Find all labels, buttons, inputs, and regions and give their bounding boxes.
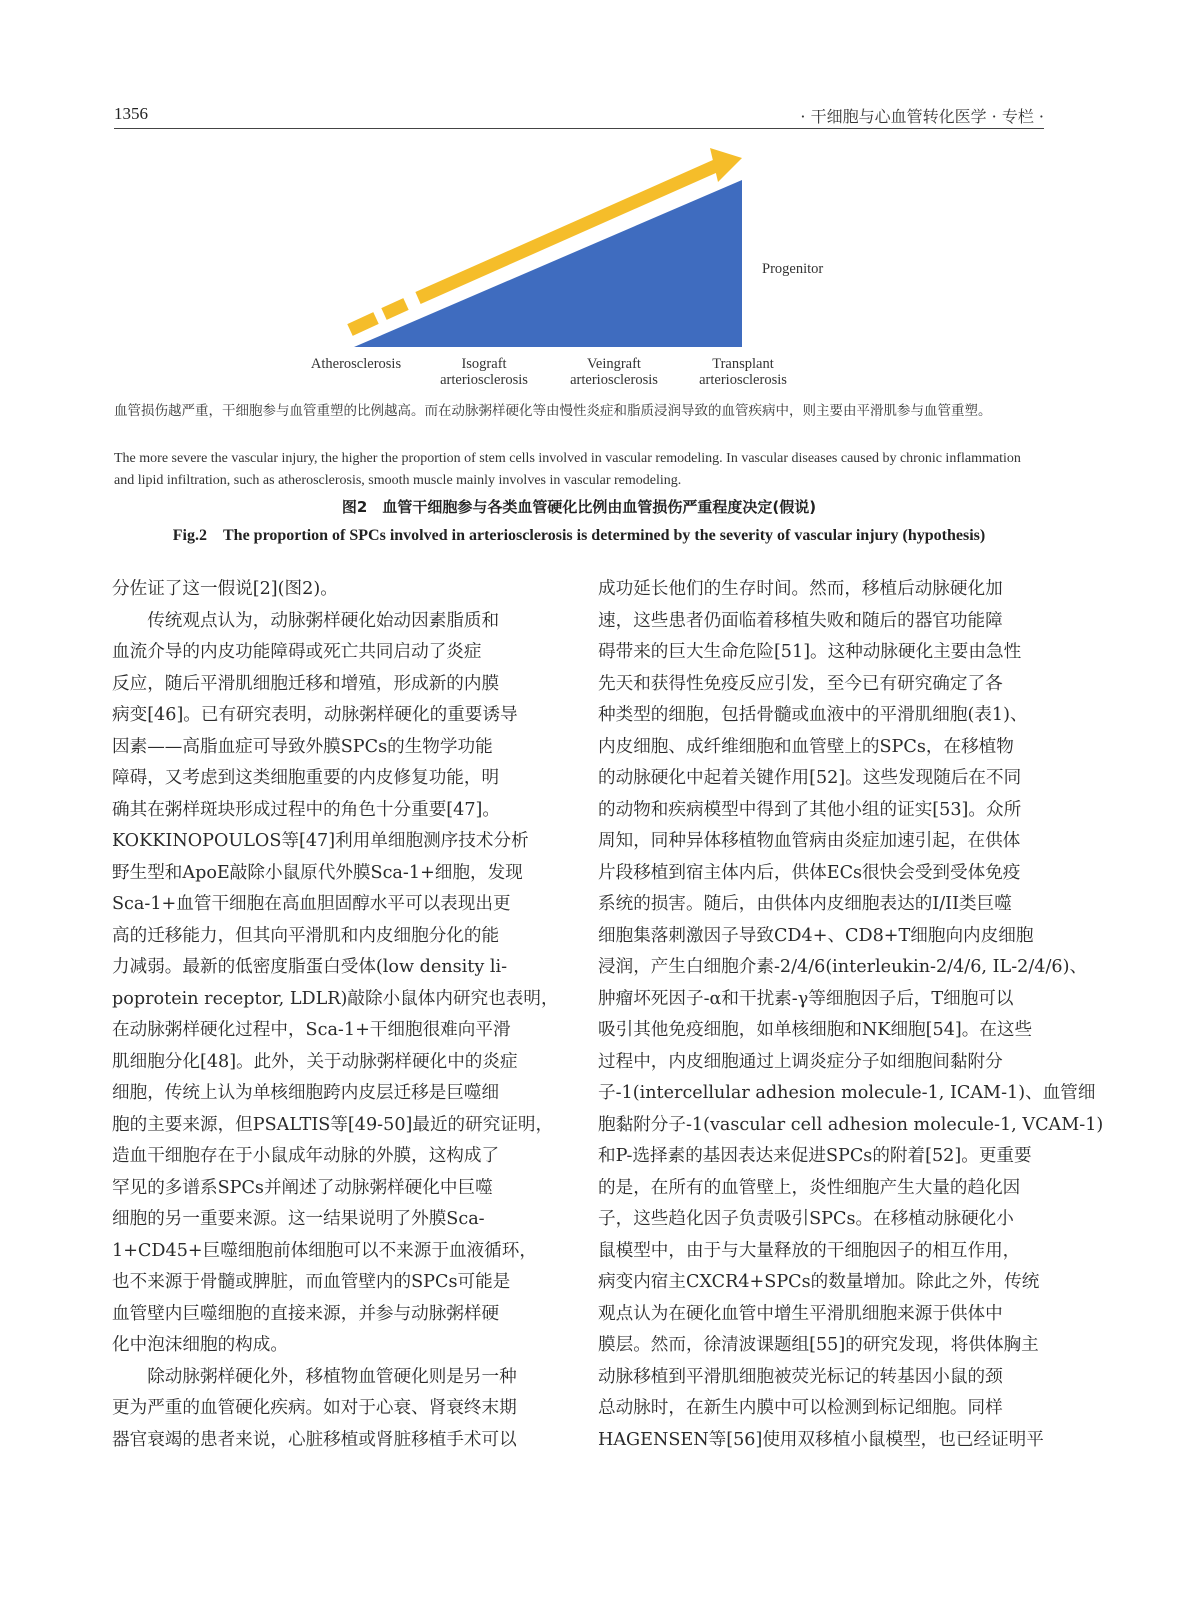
arrow-dash-2	[384, 304, 406, 314]
body-line: 胞的主要来源，但PSALTIS等[49-50]最近的研究证明，	[112, 1114, 554, 1135]
body-line: 碍带来的巨大生命危险[51]。这种动脉硬化主要由急性	[598, 642, 1022, 662]
body-line: 种类型的细胞，包括骨髓或血液中的平滑肌细胞(表1)、	[598, 705, 1028, 725]
body-line: 先天和获得性免疫反应引发，至今已有研究确定了各	[598, 673, 1003, 694]
body-line: 病变内宿主CXCR4+SPCs的数量增加。除此之外，传统	[598, 1272, 1040, 1292]
x-label-veingraft-1: Veingraft	[587, 356, 641, 372]
body-line: 肌细胞分化[48]。此外，关于动脉粥样硬化中的炎症	[112, 1051, 518, 1072]
x-label-veingraft-2: arteriosclerosis	[570, 372, 658, 388]
body-line: HAGENSEN等[56]使用双移植小鼠模型，也已经证明平	[598, 1429, 1044, 1450]
body-line: 膜层。然而，徐清波课题组[55]的研究发现，将供体胸主	[598, 1335, 1039, 1355]
body-line: 野生型和ApoE敲除小鼠原代外膜Sca-1+细胞，发现	[112, 862, 523, 883]
body-line: 速，这些患者仍面临着移植失败和随后的器官功能障	[598, 610, 1003, 631]
body-line: 浸润，产生白细胞介素-2/4/6(interleukin-2/4/6, IL-2/4/6)、	[598, 957, 1088, 977]
body-line: KOKKINOPOULOS等[47]利用单细胞测序技术分析	[112, 831, 529, 851]
x-label-isograft-1: Isograft	[461, 356, 507, 372]
x-label-atherosclerosis: Atherosclerosis	[310, 356, 402, 372]
body-line: 也不来源于骨髓或脾脏，而血管壁内的SPCs可能是	[112, 1272, 511, 1292]
body-line: 内皮细胞、成纤维细胞和血管壁上的SPCs，在移植物	[598, 736, 1014, 757]
body-line: 细胞，传统上认为单核细胞跨内皮层迁移是巨噬细	[112, 1083, 500, 1103]
body-line: poprotein receptor, LDLR)敲除小鼠体内研究也表明，	[112, 988, 559, 1009]
body-line: 血管壁内巨噬细胞的直接来源，并参与动脉粥样硬	[112, 1303, 500, 1324]
page-number: 1356	[114, 104, 148, 123]
body-line: 更为严重的血管硬化疾病。如对于心衰、肾衰终末期	[112, 1398, 517, 1418]
figure-title-zh: 图2 血管干细胞参与各类血管硬化比例由血管损伤严重程度决定(假说)	[341, 498, 817, 516]
arrow-head	[710, 148, 742, 182]
body-line: 系统的损害。随后，由供体内皮细胞表达的I/II类巨噬	[598, 894, 1012, 914]
body-line: 子-1(intercellular adhesion molecule-1, ICAM-1)、血管细	[598, 1083, 1096, 1103]
figure-caption-zh: 血管损伤越严重，干细胞参与血管重塑的比例越高。而在动脉粥样硬化等由慢性炎症和脂质浸润导致的血管疾病中，则主要由平滑肌参与血管重塑。	[114, 403, 992, 419]
body-line: 动脉移植到平滑肌细胞被荧光标记的转基因小鼠的颈	[598, 1366, 1003, 1387]
body-line: 障碍，又考虑到这类细胞重要的内皮修复功能，明	[112, 768, 500, 788]
body-line: 成功延长他们的生存时间。然而，移植后动脉硬化加	[598, 579, 1003, 599]
body-line: 传统观点认为，动脉粥样硬化始动因素脂质和	[112, 610, 500, 631]
body-line: 因素——高脂血症可导致外膜SPCs的生物学功能	[112, 736, 493, 757]
body-line: 肿瘤坏死因子-α和干扰素-γ等细胞因子后，T细胞可以	[598, 988, 1014, 1009]
body-line: 力减弱。最新的低密度脂蛋白受体(low density li-	[112, 957, 508, 977]
progenitor-triangle	[354, 180, 742, 347]
body-line: 吸引其他免疫细胞，如单核细胞和NK细胞[54]。在这些	[598, 1020, 1033, 1040]
body-line: 确其在粥样斑块形成过程中的角色十分重要[47]。	[112, 799, 500, 820]
body-line: 病变[46]。已有研究表明，动脉粥样硬化的重要诱导	[112, 705, 518, 725]
body-line: 的是，在所有的血管壁上，炎性细胞产生大量的趋化因	[598, 1177, 1021, 1198]
figure-caption-en: The more severe the vascular injury, the higher the proportion of stem cells involved in vascular remodeling. In vascular diseases caused by chronic inflammation and lipid infiltration, such as atherosclerosis, smooth muscle mainly involves in vascular remodeling.	[114, 451, 1021, 488]
figure-title-en: Fig.2 The proportion of SPCs involved in arteriosclerosis is determined by the severity of vascular injury (hypothesis)	[172, 527, 986, 544]
body-line: 的动物和疾病模型中得到了其他小组的证实[53]。众所	[598, 799, 1022, 820]
body-line: 过程中，内皮细胞通过上调炎症分子如细胞间黏附分	[598, 1051, 1003, 1072]
body-column-left	[112, 574, 557, 1456]
body-line: 周知，同种异体移植物血管病由炎症加速引起，在供体	[598, 831, 1021, 851]
body-line: 片段移植到宿主体内后，供体ECs很快会受到受体免疫	[598, 862, 1021, 883]
body-line: 观点认为在硬化血管中增生平滑肌细胞来源于供体中	[598, 1303, 1003, 1324]
body-line: 鼠模型中，由于与大量释放的干细胞因子的相互作用，	[598, 1240, 1021, 1261]
body-line: 子，这些趋化因子负责吸引SPCs。在移植动脉硬化小	[598, 1209, 1014, 1229]
x-label-transplant-1: Transplant	[712, 356, 774, 372]
body-line: 反应，随后平滑肌细胞迁移和增殖，形成新的内膜	[112, 673, 500, 694]
body-line: 器官衰竭的患者来说，心脏移植或肾脏移植手术可以	[112, 1429, 517, 1450]
body-line: Sca-1+血管干细胞在高血胆固醇水平可以表现出更	[112, 894, 511, 914]
figure-2-diagram	[114, 140, 1044, 400]
body-line: 罕见的多谱系SPCs并阐述了动脉粥样硬化中巨噬	[112, 1177, 493, 1198]
body-line: 1+CD45+巨噬细胞前体细胞可以不来源于血液循环，	[112, 1240, 537, 1261]
body-line: 造血干细胞存在于小鼠成年动脉的外膜，这构成了	[112, 1146, 500, 1166]
body-line: 在动脉粥样硬化过程中，Sca-1+干细胞很难向平滑	[112, 1020, 511, 1040]
body-line: 细胞的另一重要来源。这一结果说明了外膜Sca-	[112, 1209, 485, 1229]
body-line: 总动脉时，在新生内膜中可以检测到标记细胞。同样	[598, 1398, 1003, 1418]
body-line: 血流介导的内皮功能障碍或死亡共同启动了炎症	[112, 642, 482, 662]
body-line: 和P-选择素的基因表达来促进SPCs的附着[52]。更重要	[598, 1146, 1032, 1166]
body-line: 的动脉硬化中起着关键作用[52]。这些发现随后在不同	[598, 768, 1022, 788]
body-line: 除动脉粥样硬化外，移植物血管硬化则是另一种	[112, 1366, 517, 1387]
arrow-dash-1	[350, 318, 376, 330]
body-column-right	[598, 574, 1104, 1456]
body-line: 细胞集落刺激因子导致CD4+、CD8+T细胞向内皮细胞	[598, 925, 1034, 946]
page-header	[114, 100, 1044, 129]
body-line: 高的迁移能力，但其向平滑肌和内皮细胞分化的能	[112, 925, 500, 946]
progenitor-label: Progenitor	[762, 261, 824, 277]
x-label-transplant-2: arteriosclerosis	[699, 372, 787, 388]
x-label-isograft-2: arteriosclerosis	[440, 372, 528, 388]
journal-section: · 干细胞与心血管转化医学 · 专栏 ·	[800, 107, 1044, 126]
body-line: 化中泡沫细胞的构成。	[112, 1335, 288, 1355]
figure-2	[114, 140, 1044, 400]
body-line: 胞黏附分子-1(vascular cell adhesion molecule-1, VCAM-1)	[598, 1114, 1104, 1135]
body-line: 分佐证了这一假说[2](图2)。	[112, 579, 338, 599]
